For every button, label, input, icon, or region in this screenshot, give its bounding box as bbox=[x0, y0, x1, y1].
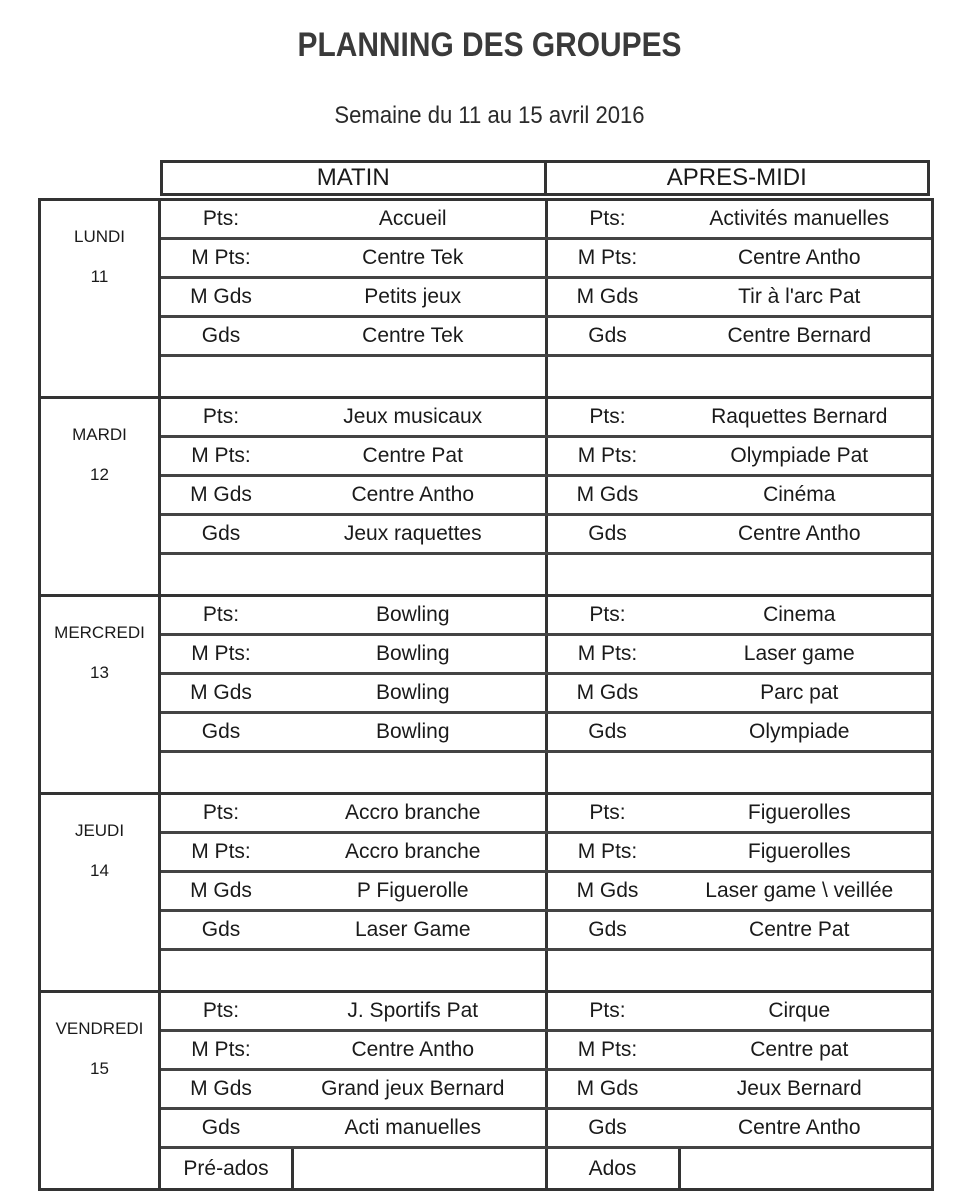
table-row bbox=[161, 1071, 931, 1110]
day-block bbox=[41, 993, 931, 1188]
morning-cell bbox=[161, 753, 545, 792]
group-label: Gds bbox=[588, 324, 627, 347]
group-label: Pts: bbox=[202, 405, 240, 428]
day-name: LUNDI bbox=[73, 227, 125, 246]
morning-cell bbox=[161, 951, 545, 990]
group-label: Pts: bbox=[202, 207, 240, 230]
activity: Laser Game bbox=[354, 918, 471, 941]
afternoon-cell bbox=[545, 873, 932, 909]
group-label: Pts: bbox=[202, 603, 240, 626]
table-row bbox=[161, 516, 931, 555]
group-label: Gds bbox=[588, 1116, 627, 1139]
group-label: M Gds bbox=[190, 681, 252, 704]
morning-cell bbox=[161, 318, 545, 354]
activity: Cinéma bbox=[763, 483, 836, 506]
afternoon-cell bbox=[545, 714, 932, 750]
morning-cell bbox=[161, 201, 545, 237]
group-label: M Pts: bbox=[577, 246, 638, 269]
activity: Accueil bbox=[378, 207, 447, 230]
group-label: Pts: bbox=[589, 207, 626, 230]
activity: Centre Antho bbox=[737, 522, 861, 545]
group-label: Pts: bbox=[589, 405, 626, 428]
afternoon-cell bbox=[545, 912, 932, 948]
activity: Bowling bbox=[375, 720, 450, 743]
group-label: M Pts: bbox=[577, 1038, 638, 1061]
table-row bbox=[161, 201, 931, 240]
activity: Centre Antho bbox=[351, 1038, 475, 1061]
activity: Centre Pat bbox=[362, 444, 463, 467]
table-row bbox=[161, 279, 931, 318]
morning-cell bbox=[161, 993, 545, 1029]
activity: Acti manuelles bbox=[344, 1116, 482, 1139]
day-label bbox=[41, 795, 161, 990]
day-label bbox=[41, 399, 161, 594]
morning-cell bbox=[161, 399, 545, 435]
day-name: VENDREDI bbox=[55, 1019, 144, 1038]
morning-cell bbox=[161, 834, 545, 870]
afternoon-cell bbox=[545, 240, 932, 276]
group-label: M Gds bbox=[190, 285, 252, 308]
afternoon-cell bbox=[545, 795, 932, 831]
day-block bbox=[41, 795, 931, 993]
activity: Jeux musicaux bbox=[343, 405, 483, 428]
activity: Centre Antho bbox=[351, 483, 475, 506]
table-row bbox=[161, 555, 931, 594]
day-date: 12 bbox=[90, 465, 109, 484]
group-label: M Pts: bbox=[191, 444, 251, 467]
table-row bbox=[161, 1149, 931, 1188]
group-label: Gds bbox=[201, 522, 241, 545]
afternoon-cell bbox=[545, 675, 932, 711]
morning-cell bbox=[161, 357, 545, 396]
group-label: M Pts: bbox=[191, 246, 251, 269]
morning-cell bbox=[161, 873, 545, 909]
header-morning: MATIN bbox=[316, 164, 390, 191]
table-row bbox=[161, 873, 931, 912]
table-row bbox=[161, 597, 931, 636]
morning-cell bbox=[161, 477, 545, 513]
activity: Centre Pat bbox=[749, 918, 850, 941]
morning-cell bbox=[161, 438, 545, 474]
afternoon-cell bbox=[545, 477, 932, 513]
day-name: MERCREDI bbox=[54, 623, 145, 642]
activity: Laser game \ veillée bbox=[705, 879, 894, 902]
day-date: 14 bbox=[90, 861, 109, 880]
group-label: Pts: bbox=[202, 999, 240, 1022]
morning-cell bbox=[161, 912, 545, 948]
activity: Grand jeux Bernard bbox=[321, 1077, 505, 1100]
afternoon-cell bbox=[545, 993, 932, 1029]
group-label: Pts: bbox=[589, 801, 626, 824]
morning-cell bbox=[161, 714, 545, 750]
table-row bbox=[161, 318, 931, 357]
activity: Jeux Bernard bbox=[736, 1077, 862, 1100]
afternoon-cell bbox=[545, 753, 932, 792]
activity: Accro branche bbox=[345, 801, 481, 824]
activity: Activités manuelles bbox=[709, 207, 890, 230]
morning-cell bbox=[161, 1032, 545, 1068]
group-label: Pts: bbox=[589, 603, 626, 626]
group-label: M Pts: bbox=[577, 444, 638, 467]
day-name: MARDI bbox=[72, 425, 127, 444]
table-row bbox=[161, 834, 931, 873]
activity: Centre Antho bbox=[737, 246, 861, 269]
group-label: M Pts: bbox=[577, 642, 638, 665]
morning-cell bbox=[161, 555, 545, 594]
activity: Raquettes Bernard bbox=[711, 405, 888, 428]
group-label: M Gds bbox=[576, 483, 639, 506]
morning-cell bbox=[161, 279, 545, 315]
group-label: M Pts: bbox=[191, 1038, 251, 1061]
activity: Parc pat bbox=[760, 681, 839, 704]
schedule-header bbox=[160, 160, 930, 196]
activity: Centre pat bbox=[750, 1038, 849, 1061]
activity: Centre Tek bbox=[362, 324, 464, 347]
activity: Accro branche bbox=[345, 840, 481, 863]
morning-cell bbox=[161, 636, 545, 672]
table-row bbox=[161, 993, 931, 1032]
morning-footer-label: Pré-ados bbox=[161, 1149, 294, 1188]
group-label: M Gds bbox=[576, 1077, 639, 1100]
day-label bbox=[41, 993, 161, 1188]
day-block bbox=[41, 399, 931, 597]
activity: Figuerolles bbox=[747, 840, 851, 863]
table-row bbox=[161, 357, 931, 396]
activity: Centre Bernard bbox=[727, 324, 872, 347]
group-label: M Gds bbox=[576, 879, 639, 902]
day-block bbox=[41, 201, 931, 399]
group-label: Pts: bbox=[589, 999, 626, 1022]
activity: P Figuerolle bbox=[356, 879, 469, 902]
day-label bbox=[41, 201, 161, 396]
activity: Centre Tek bbox=[362, 246, 464, 269]
group-label: Gds bbox=[588, 918, 627, 941]
group-label: Gds bbox=[588, 720, 627, 743]
activity: Bowling bbox=[375, 681, 450, 704]
activity: Tir à l'arc Pat bbox=[738, 285, 861, 308]
activity: Figuerolles bbox=[747, 801, 851, 824]
afternoon-cell bbox=[545, 357, 932, 396]
table-row bbox=[161, 240, 931, 279]
activity: Laser game bbox=[743, 642, 855, 665]
afternoon-cell bbox=[545, 318, 932, 354]
day-name: JEUDI bbox=[74, 821, 125, 840]
group-label: M Pts: bbox=[577, 840, 638, 863]
group-label: M Gds bbox=[190, 879, 252, 902]
table-row bbox=[161, 477, 931, 516]
group-label: M Pts: bbox=[191, 840, 251, 863]
group-label: M Gds bbox=[190, 483, 252, 506]
morning-cell bbox=[161, 516, 545, 552]
afternoon-cell bbox=[545, 555, 932, 594]
schedule-table bbox=[38, 198, 934, 1191]
day-date: 15 bbox=[90, 1059, 109, 1078]
page-title: PLANNING DES GROUPES bbox=[297, 26, 682, 64]
afternoon-cell bbox=[545, 399, 932, 435]
header-afternoon: APRES-MIDI bbox=[544, 163, 928, 193]
group-label: Gds bbox=[201, 324, 241, 347]
afternoon-cell bbox=[545, 1110, 932, 1146]
group-label: M Gds bbox=[576, 285, 639, 308]
afternoon-cell bbox=[545, 201, 932, 237]
day-block bbox=[41, 597, 931, 795]
afternoon-cell bbox=[545, 636, 932, 672]
afternoon-cell bbox=[545, 438, 932, 474]
group-label: Pts: bbox=[202, 801, 240, 824]
afternoon-cell bbox=[545, 951, 932, 990]
activity: Bowling bbox=[375, 642, 450, 665]
table-row bbox=[161, 1032, 931, 1071]
activity: Bowling bbox=[375, 603, 450, 626]
group-label: Gds bbox=[201, 720, 241, 743]
table-row bbox=[161, 795, 931, 834]
group-label: M Pts: bbox=[191, 642, 251, 665]
activity: Centre Antho bbox=[737, 1116, 861, 1139]
activity: Petits jeux bbox=[364, 285, 462, 308]
day-label bbox=[41, 597, 161, 792]
morning-cell bbox=[161, 1071, 545, 1107]
activity: J. Sportifs Pat bbox=[347, 999, 479, 1022]
activity: Jeux raquettes bbox=[343, 522, 482, 545]
activity: Cinema bbox=[763, 603, 836, 626]
morning-cell bbox=[161, 240, 545, 276]
week-subtitle: Semaine du 11 au 15 avril 2016 bbox=[334, 102, 645, 129]
day-date: 13 bbox=[90, 663, 109, 682]
afternoon-cell bbox=[545, 834, 932, 870]
table-row bbox=[161, 1110, 931, 1149]
afternoon-cell bbox=[545, 279, 932, 315]
morning-cell bbox=[161, 1110, 545, 1146]
afternoon-cell bbox=[545, 516, 932, 552]
morning-cell bbox=[161, 597, 545, 633]
morning-cell bbox=[161, 795, 545, 831]
table-row bbox=[161, 912, 931, 951]
activity: Cirque bbox=[768, 999, 831, 1022]
group-label: M Gds bbox=[190, 1077, 252, 1100]
table-row bbox=[161, 399, 931, 438]
activity: Olympiade Pat bbox=[730, 444, 869, 467]
afternoon-footer-label: Ados bbox=[548, 1149, 681, 1188]
table-row bbox=[161, 951, 931, 990]
table-row bbox=[161, 675, 931, 714]
group-label: M Gds bbox=[576, 681, 639, 704]
afternoon-cell bbox=[545, 597, 932, 633]
table-row bbox=[161, 753, 931, 792]
group-label: Gds bbox=[201, 1116, 241, 1139]
afternoon-cell bbox=[545, 1032, 932, 1068]
table-row bbox=[161, 714, 931, 753]
table-row bbox=[161, 636, 931, 675]
table-row bbox=[161, 438, 931, 477]
morning-cell bbox=[161, 675, 545, 711]
afternoon-cell bbox=[545, 1071, 932, 1107]
day-date: 11 bbox=[90, 267, 109, 286]
activity: Olympiade bbox=[749, 720, 850, 743]
group-label: Gds bbox=[201, 918, 241, 941]
group-label: Gds bbox=[588, 522, 627, 545]
